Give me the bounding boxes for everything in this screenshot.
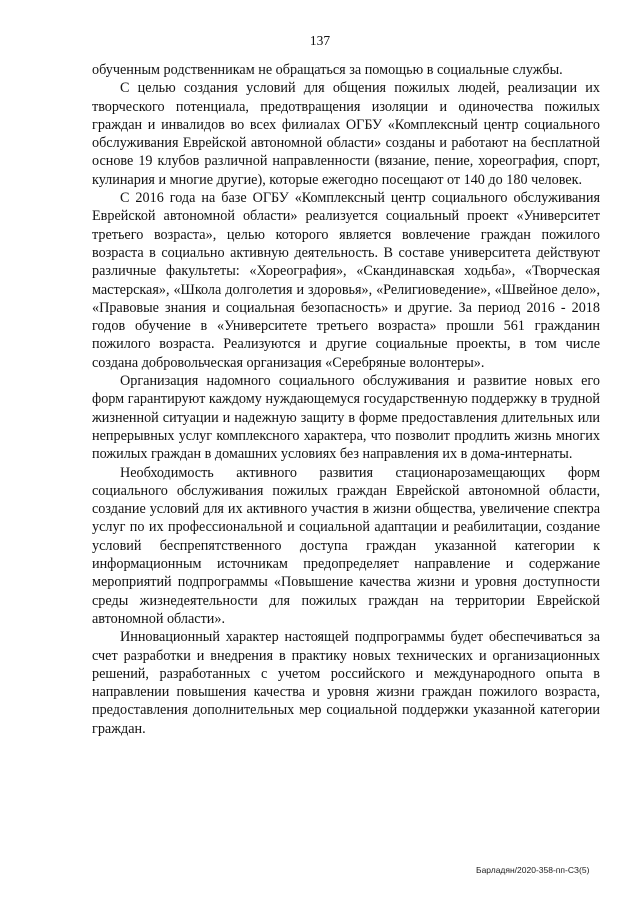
paragraph-clubs: С целью создания условий для общения пожилых людей, реализации их творческого потенциала, предотвращения изоляции и одиночества пожилых граждан и инвалидов во всех филиалах ОГБУ «Комплексный центр социального обслуживания Еврейской автономной области» созданы и работают на бесплатной основе 19 клубов различной направленности (вязание, пение, хореография, спорт, кулинария и многие другие), которые ежегодно посещают от 140 до 180 человек.: [92, 80, 600, 188]
paragraph-necessity: Необходимость активного развития стационарозамещающих форм социального обслуживания пожилых граждан Еврейской автономной области, создание условий для их активного участия в жизни общества, увеличение спектра услуг по их профессиональной и социальной адаптации и реабилитации, создание условий беспрепятственного доступа граждан указанной категории к информационным источникам предопределяет направление и содержание мероприятий подпрограммы «Повышение качества жизни и уровня доступности среды жизнедеятельности для пожилых граждан на территории Еврейской автономной области».: [92, 464, 600, 627]
paragraph-home-service: Организация надомного социального обслуживания и развитие новых его форм гарантируют каждому нуждающемуся государственную поддержку в трудной жизненной ситуации и надежную защиту в форме предоставления длительных или непрерывных услуг комплексного характера, что позволит продлить жизнь многих пожилых граждан в домашних условиях без направления их в дома-интернаты.: [92, 373, 600, 463]
body-text: [92, 61, 600, 738]
page-number: 137: [309, 33, 331, 48]
paragraph-innovation: Инновационный характер настоящей подпрограммы будет обеспечиваться за счет разработки и внедрения в практику новых технических и организационных решений, разработанных с учетом российского и международного опыта в направлении повышения качества и уровня жизни граждан пожилого возраста, предоставления дополнительных мер социальной поддержки указанной категории граждан.: [92, 629, 600, 737]
paragraph-university: С 2016 года на базе ОГБУ «Комплексный центр социального обслуживания Еврейской автономной области» реализуется социальный проект «Университет третьего возраста», целью которого является вовлечение граждан пожилого возраста в социально активную деятельность. В составе университета действуют различные факультеты: «Хореография», «Скандинавская ходьба», «Творческая мастерская», «Школа долголетия и здоровья», «Религиоведение», «Швейное дело», «Правовые знания и социальная безопасность» и другие. За период 2016 - 2018 годов обучение в «Университете третьего возраста» прошли 561 гражданин пожилого возраста. Реализуются и другие социальные проекты, в том числе создана добровольческая организация «Серебряные волонтеры».: [92, 190, 600, 371]
document-code: Барладян/2020-358-пп-СЗ(5): [476, 865, 590, 875]
paragraph-continuation: обученным родственникам не обращаться за помощью в социальные службы.: [92, 62, 563, 78]
